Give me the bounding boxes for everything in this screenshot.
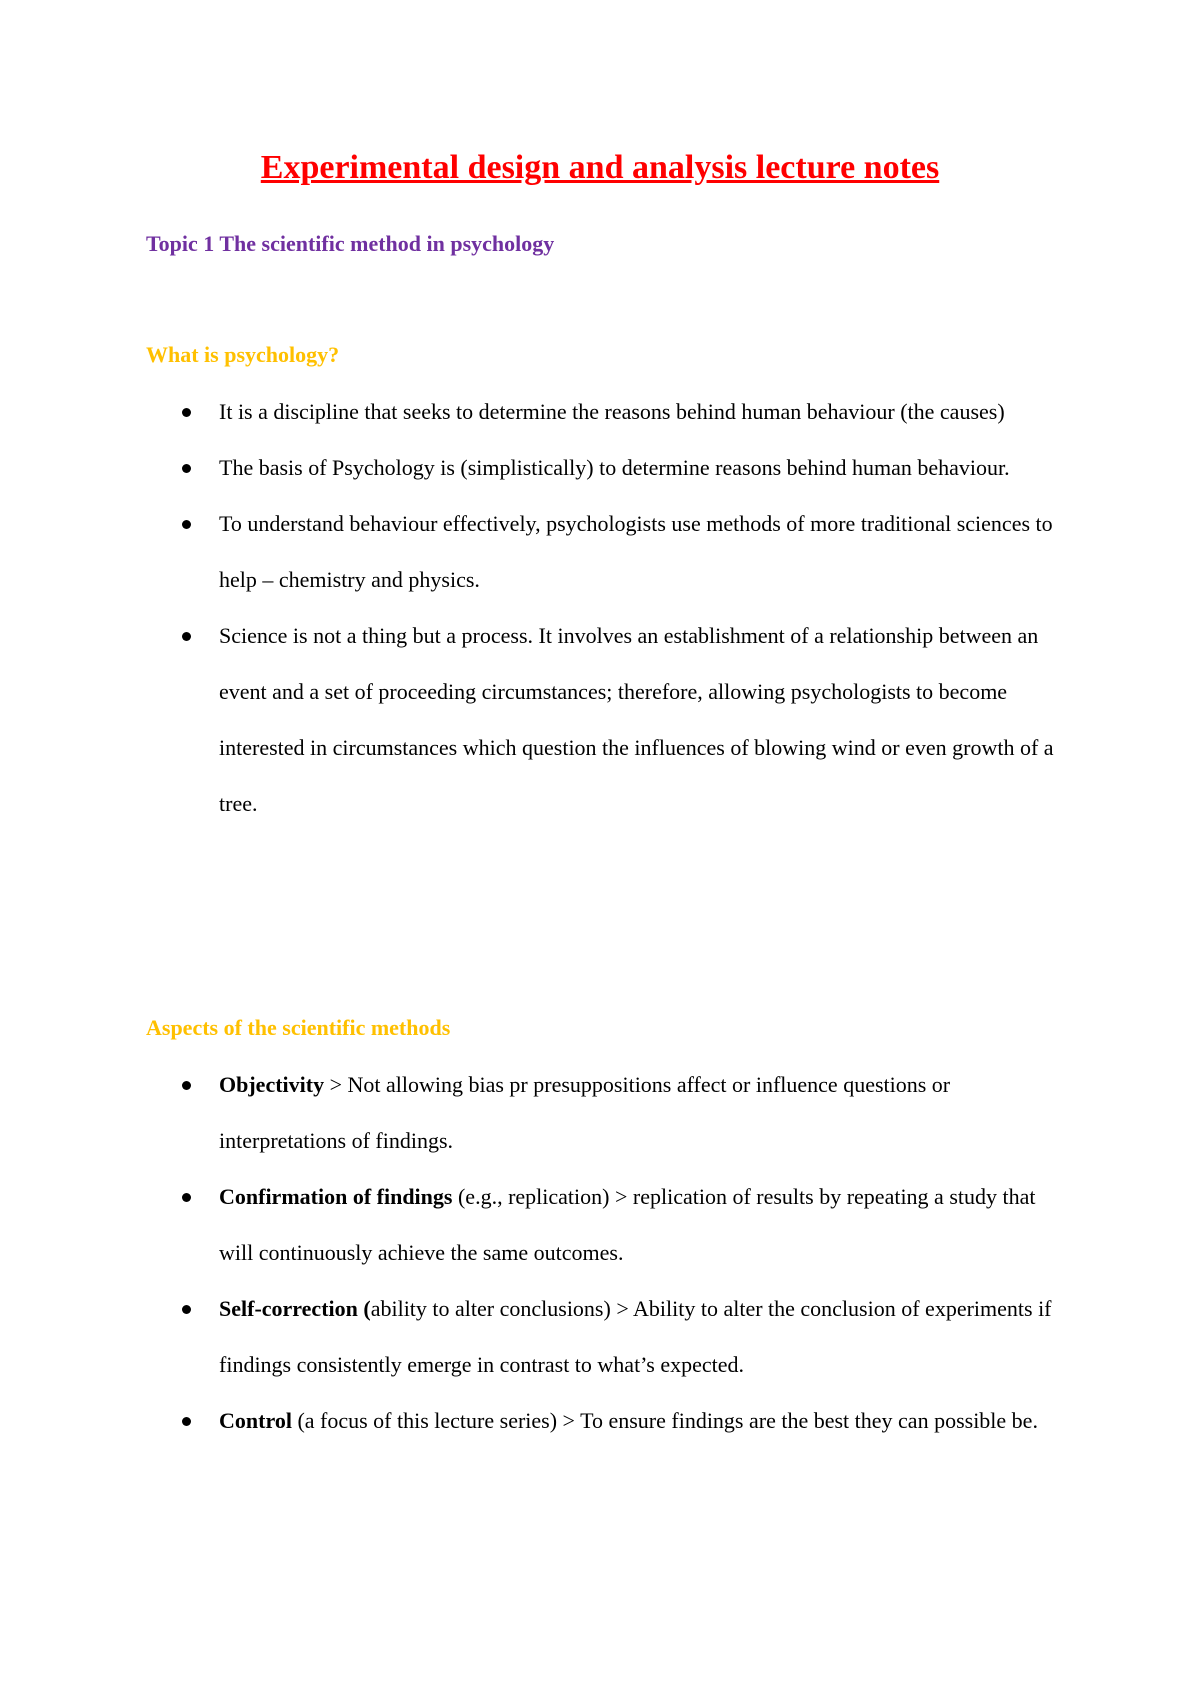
bullet-icon (182, 1081, 191, 1090)
list-item-text: (e.g., replication) > replication of results by repeating a study that will continuously achieve the same outcomes. (219, 1184, 1036, 1265)
list-item (0, 496, 1200, 608)
list-item (0, 384, 1200, 440)
list-item-text: The basis of Psychology is (simplistically) to determine reasons behind human behaviour. (219, 455, 1010, 480)
bullet-icon (182, 632, 191, 641)
list-item-term: Self-correction ( (219, 1296, 371, 1321)
aspects-bullet-list (0, 1057, 1200, 1449)
list-item (0, 1281, 1200, 1393)
topic-heading: Topic 1 The scientific method in psychology (146, 231, 555, 256)
bullet-icon (182, 1305, 191, 1314)
list-item-term: Confirmation of findings (219, 1184, 453, 1209)
section-heading-aspects: Aspects of the scientific methods (146, 1015, 451, 1040)
list-item (0, 1169, 1200, 1281)
list-item-text: (a focus of this lecture series) > To ensure findings are the best they can possible be. (291, 1408, 1038, 1433)
bullet-icon (182, 1417, 191, 1426)
list-item-text: To understand behaviour effectively, psychologists use methods of more traditional sciences to help – chemistry and physics. (219, 511, 1053, 592)
list-item (0, 440, 1200, 496)
list-item-text: It is a discipline that seeks to determine the reasons behind human behaviour (the causes) (219, 399, 1005, 424)
psychology-bullet-list (0, 384, 1200, 832)
list-item-term: Objectivity (219, 1072, 325, 1097)
bullet-icon (182, 464, 191, 473)
list-item (0, 608, 1200, 832)
list-item-term: Control (219, 1408, 292, 1433)
page-title: Experimental design and analysis lecture notes (260, 149, 940, 186)
bullet-icon (182, 1193, 191, 1202)
list-item (0, 1393, 1200, 1449)
list-item-text: ability to alter conclusions) > Ability to alter the conclusion of experiments if findings consistently emerge in contrast to what’s expected. (219, 1296, 1052, 1377)
bullet-icon (182, 520, 191, 529)
list-item (0, 1057, 1200, 1169)
bullet-icon (182, 408, 191, 417)
list-item-text: > Not allowing bias pr presuppositions affect or influence questions or interpretations of findings. (219, 1072, 951, 1153)
list-item-text: Science is not a thing but a process. It involves an establishment of a relationship between an event and a set of proceeding circumstances; therefore, allowing psychologists to become interested in circumstances which question the influences of blowing wind or even growth of a tree. (219, 623, 1054, 816)
section-heading-what-is-psychology: What is psychology? (146, 342, 340, 367)
